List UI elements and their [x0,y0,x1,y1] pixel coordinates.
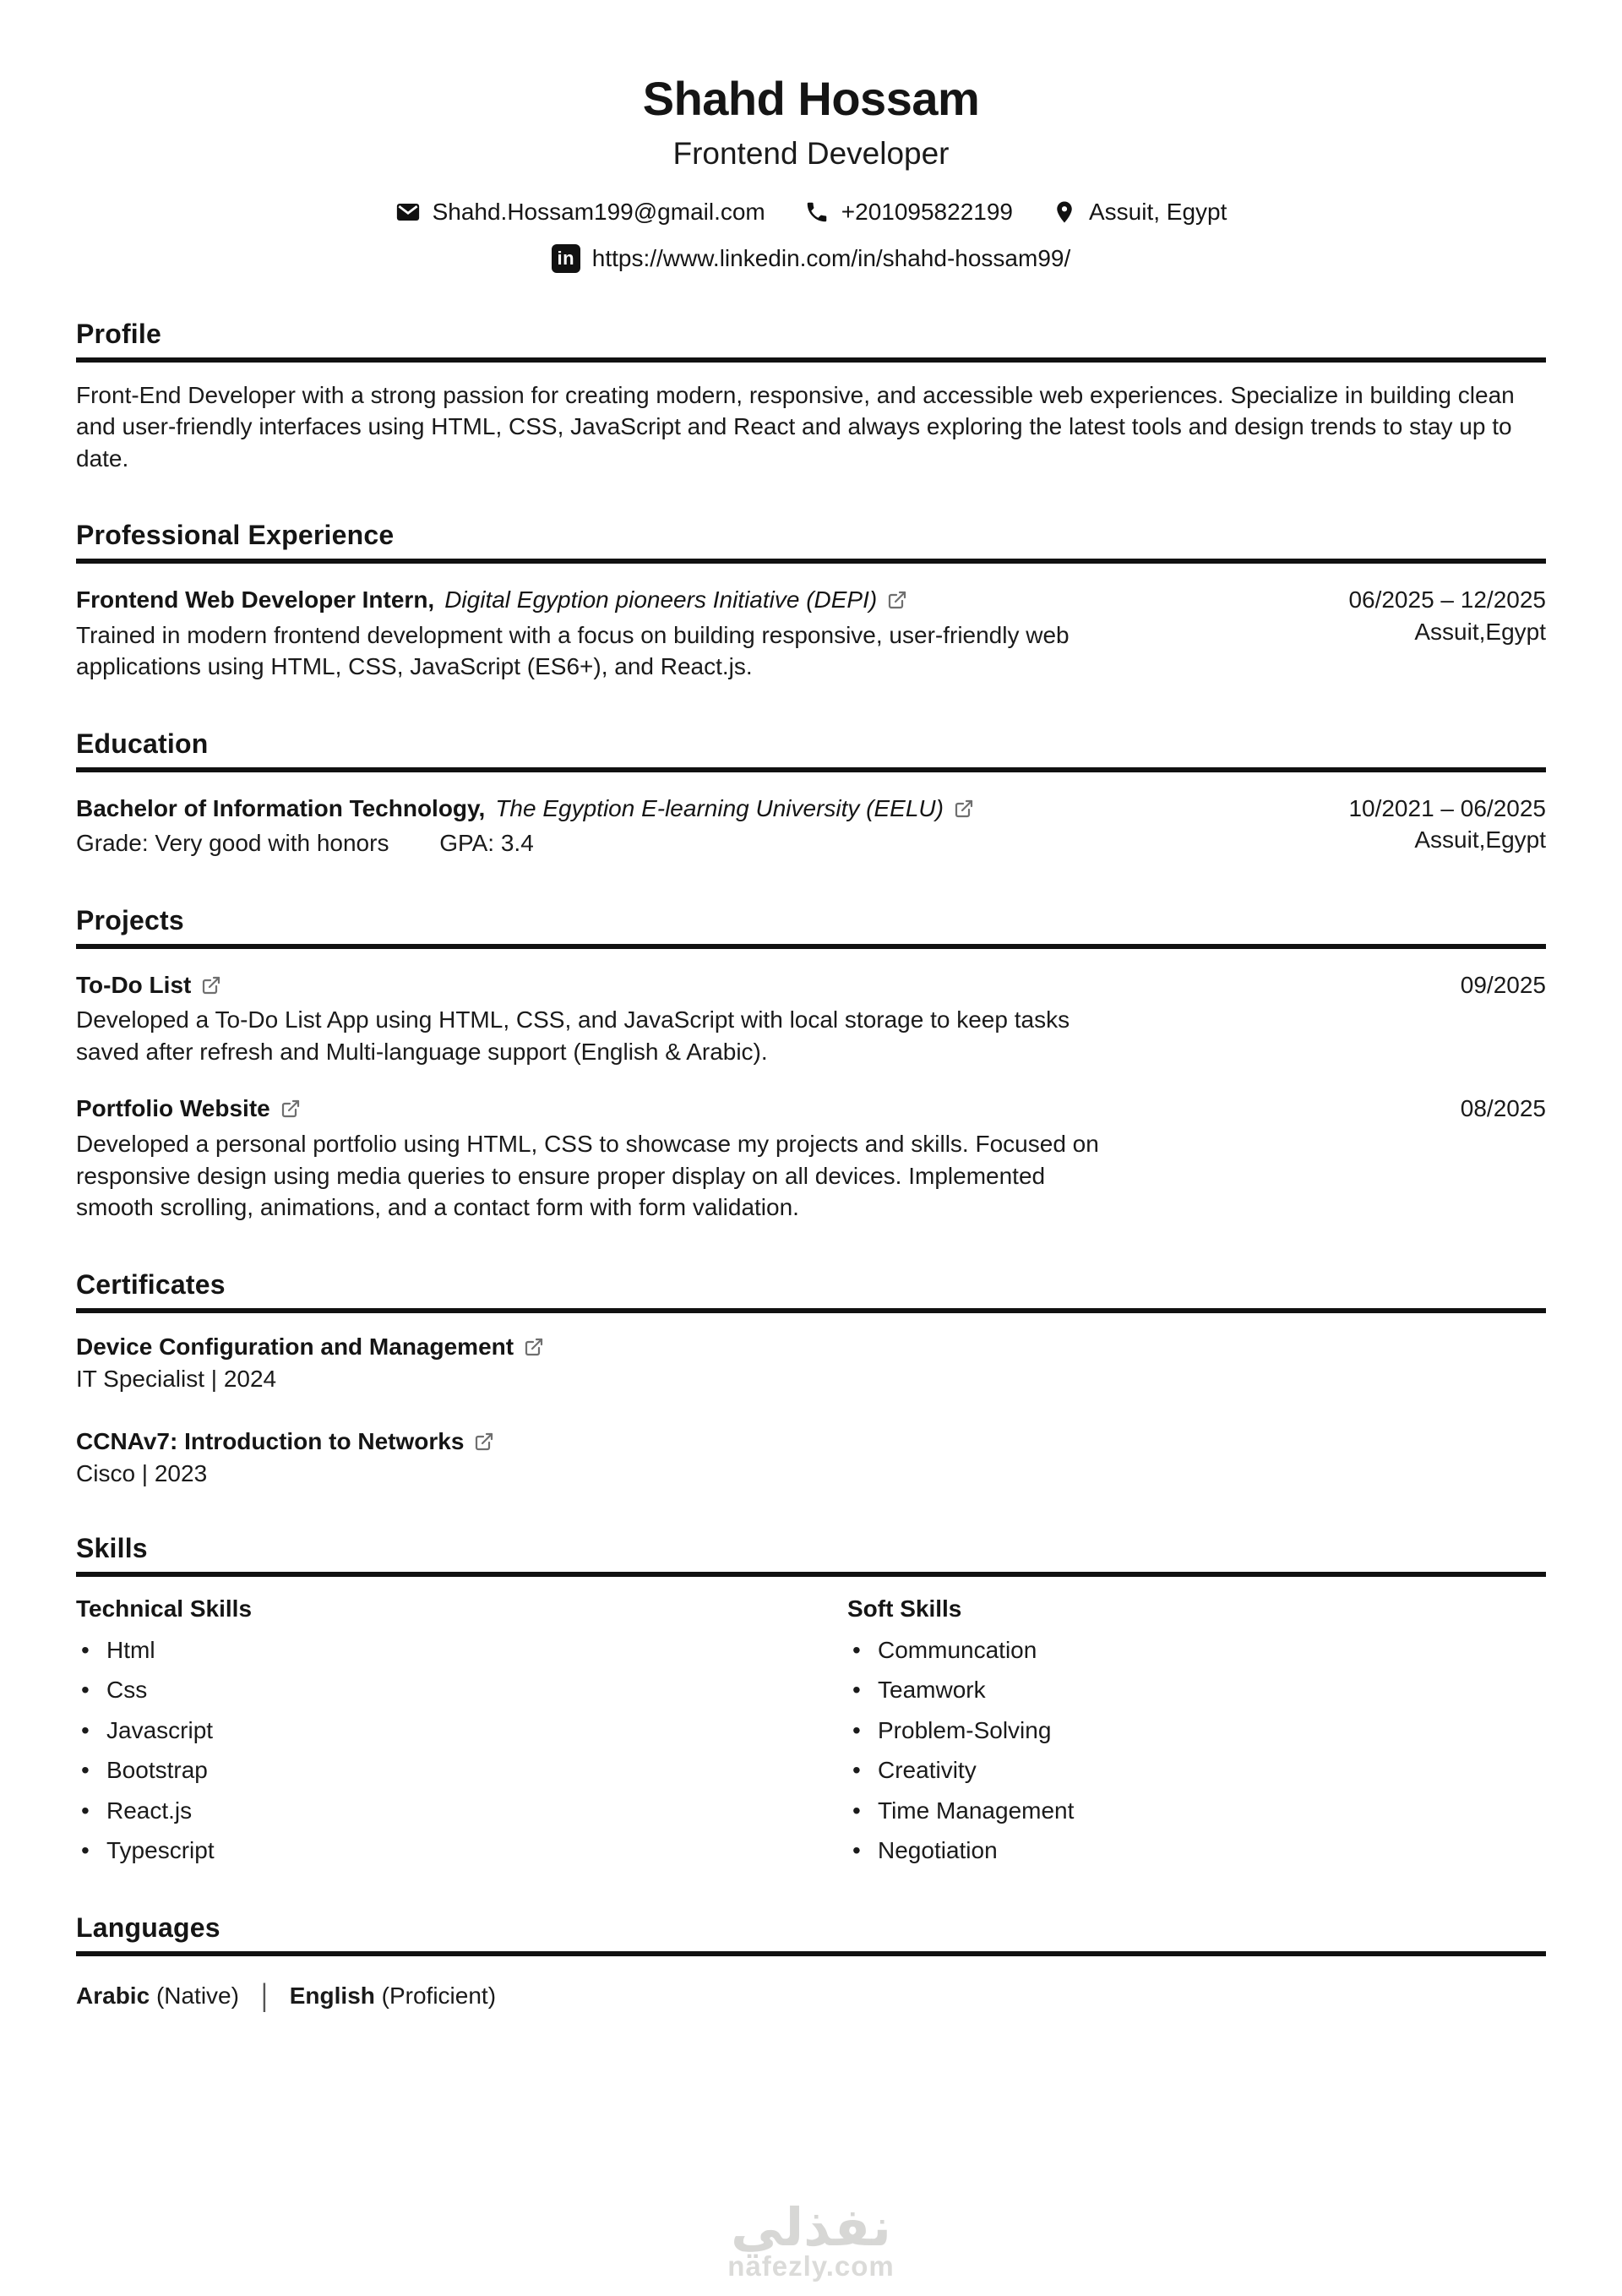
language-item [76,1982,239,2010]
skills-heading: Skills [76,1533,1546,1577]
external-link-icon[interactable] [201,975,221,995]
technical-skills-list [76,1634,847,1867]
language-level: (Native) [155,1982,239,2009]
education-dates: 10/2021 – 06/2025 [1348,794,1546,821]
technical-skills-column [76,1595,847,1867]
language-name: English [289,1982,375,2009]
language-level: (Proficient) [381,1982,497,2009]
project-date: 08/2025 [1460,1095,1546,1122]
nafezly-watermark [727,2196,895,2282]
contact-email [395,199,765,226]
education-title [76,793,974,825]
project-name: To-Do List [76,971,192,998]
resume-header [76,74,1546,273]
linkedin-glyph: in [557,247,575,269]
contact-linkedin[interactable] [552,244,1071,273]
project-description: Developed a personal portfolio using HTML, CSS to showcase my projects and skills. Focused on responsive design using media queries to ensure proper display on all devices. Implemented smooth scrolling, animations, and a contact form with form validation. [76,1130,1099,1221]
certificates-heading: Certificates [76,1269,1546,1313]
experience-title [76,584,1115,616]
experience-heading: Professional Experience [76,520,1546,564]
language-item [290,1982,496,2010]
section-skills [76,1533,1546,1867]
project-description: Developed a To-Do List App using HTML, CSS, and JavaScript with local storage to keep tasks saved after refresh and Multi-language support (English & Arabic). [76,1006,1070,1065]
experience-description: Trained in modern frontend development with a focus on building responsive, user-friendly web applications using HTML, CSS, JavaScript (ES6+), and React.js. [76,621,1070,680]
skill-item: • Creativity [847,1754,1074,1786]
contact-location [1052,199,1227,226]
external-link-icon[interactable] [954,799,974,819]
email-text: Shahd.Hossam199@gmail.com [432,198,765,225]
skill-item: • Typescript [76,1835,847,1867]
skill-item: • Bootstrap [76,1754,847,1786]
phone-text: +201095822199 [841,198,1013,225]
education-grade-line [76,827,974,859]
education-degree: Bachelor of Information Technology, [76,794,486,821]
skill-item: • React.js [76,1795,847,1827]
section-languages [76,1912,1546,2013]
external-link-icon[interactable] [474,1432,494,1452]
skill-item: • Css [76,1674,847,1706]
certificate-issuer: Cisco | 2023 [76,1459,208,1486]
profile-text: Front-End Developer with a strong passion for creating modern, responsive, and accessible web experiences. Specialize in building clean and user-friendly interfaces using HTML, CSS, JavaScript and React and always exploring the latest tools and design trends to stay up to date. [76,381,1515,472]
certificate-entry [76,1428,1546,1487]
education-entry [76,793,1546,859]
technical-skills-label: Technical Skills [76,1595,253,1622]
profile-heading: Profile [76,319,1546,363]
skill-item: • Communcation [847,1634,1074,1666]
skill-item: • Javascript [76,1715,847,1747]
certificate-issuer: IT Specialist | 2024 [76,1365,277,1392]
contact-row [76,199,1546,226]
soft-skills-list [847,1634,1074,1867]
skill-item: • Html [76,1634,847,1666]
education-school: The Egyption E-learning University (EELU) [495,794,944,821]
certificate-name: CCNAv7: Introduction to Networks [76,1427,465,1454]
experience-dates: 06/2025 – 12/2025 [1348,586,1546,614]
contact-phone [804,199,1013,226]
linkedin-row [76,244,1546,273]
experience-role: Frontend Web Developer Intern, [76,586,435,614]
watermark-arabic: نفذلي [731,2196,891,2258]
skill-item: • Problem-Solving [847,1715,1074,1747]
languages-heading: Languages [76,1912,1546,1956]
phone-icon [804,199,830,225]
location-text: Assuit, Egypt [1088,198,1227,225]
soft-skills-label: Soft Skills [847,1595,962,1622]
education-location: Assuit,Egypt [1414,826,1546,854]
education-heading: Education [76,728,1546,772]
experience-location: Assuit,Egypt [1414,618,1546,645]
external-link-icon[interactable] [887,590,907,610]
project-title [76,1093,1115,1125]
skill-item: • Time Management [847,1795,1074,1827]
experience-org: Digital Egyption pioneers Initiative (DEPI) [444,586,878,614]
skill-item: • Teamwork [847,1674,1074,1706]
experience-entry [76,584,1546,683]
section-experience [76,520,1546,683]
linkedin-icon [552,244,580,273]
mail-icon [395,199,421,225]
projects-heading: Projects [76,905,1546,949]
certificate-entry [76,1333,1546,1393]
linkedin-url[interactable]: https://www.linkedin.com/in/shahd-hossam99/ [591,244,1071,271]
education-grade: Grade: Very good with honors [76,830,389,857]
job-title: Frontend Developer [672,135,950,171]
project-entry [76,969,1546,1068]
skill-item: • Negotiation [847,1835,1074,1867]
external-link-icon[interactable] [280,1099,301,1119]
soft-skills-column [847,1595,1074,1867]
languages-line [76,1977,1546,2013]
project-date: 09/2025 [1460,971,1546,998]
section-education [76,728,1546,859]
certificate-name: Device Configuration and Management [76,1333,514,1360]
external-link-icon[interactable] [524,1337,544,1357]
location-pin-icon [1052,199,1077,225]
candidate-name: Shahd Hossam [642,72,980,125]
section-certificates [76,1269,1546,1487]
watermark-latin: nafezly.com [727,2250,895,2282]
project-entry [76,1093,1546,1223]
education-gpa: GPA: 3.4 [439,830,534,857]
project-title [76,969,1115,1001]
section-profile [76,319,1546,475]
language-separator: | [260,1977,268,2013]
project-name: Portfolio Website [76,1095,270,1122]
language-name: Arabic [76,1982,150,2009]
section-projects [76,905,1546,1224]
